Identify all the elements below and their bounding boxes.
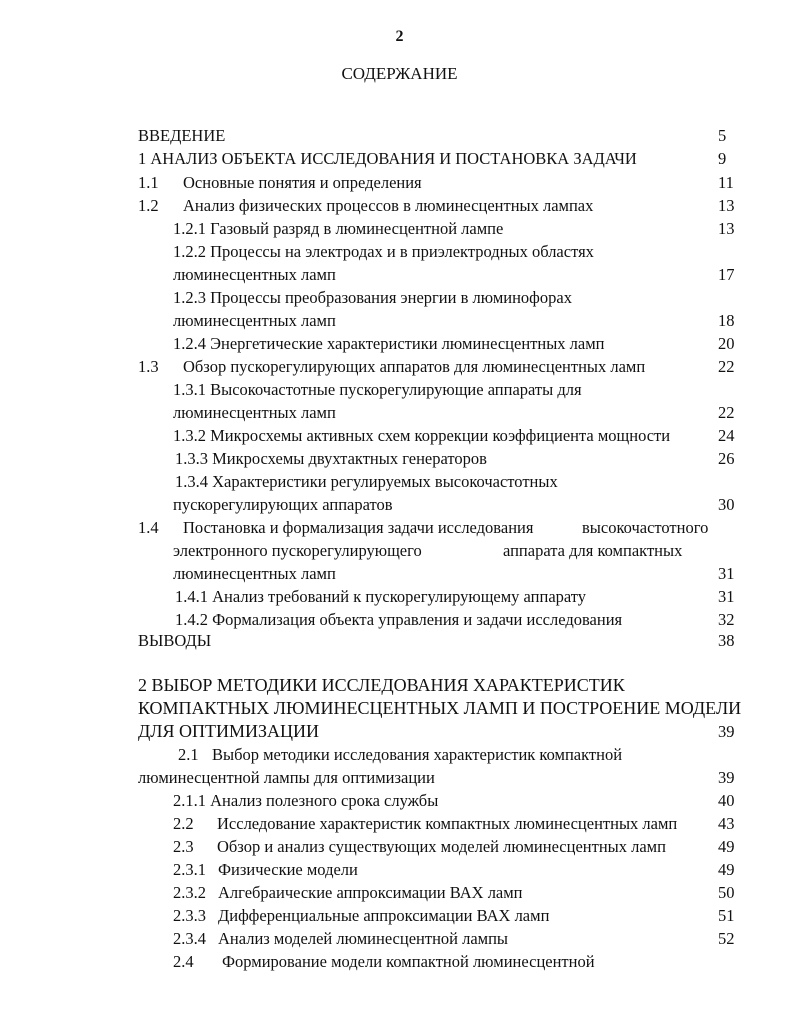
toc-page: 20 — [718, 334, 735, 353]
toc-label: 1.2.2 Процессы на электродах и в приэлектродных областях — [173, 242, 594, 261]
toc-label: ДЛЯ ОПТИМИЗАЦИИ — [138, 721, 320, 741]
toc-page: 39 — [718, 768, 735, 787]
toc-label: ВЫВОДЫ — [138, 631, 212, 650]
toc-page: 38 — [718, 631, 735, 650]
toc-entry-1-4-cont[interactable] — [0, 539, 799, 562]
toc-entry-1-4-cont2[interactable] — [0, 562, 799, 585]
toc-label: 2.1.1 Анализ полезного срока службы — [173, 791, 439, 810]
toc-entry-1-3-4[interactable] — [0, 470, 799, 493]
toc-label: Анализ физических процессов в люминесцентных лампах — [183, 196, 594, 215]
toc-label: Постановка и формализация задачи исследования — [183, 518, 534, 537]
toc-entry-1-2-3-cont[interactable] — [0, 309, 799, 332]
toc-label: Исследование характеристик компактных люминесцентных ламп — [217, 814, 678, 833]
toc-label: Формирование модели компактной люминесцентной — [222, 952, 595, 971]
toc-entry-1-2-2[interactable] — [0, 240, 799, 263]
toc-entry-chapter-2-cont[interactable] — [0, 697, 799, 720]
page-number: 2 — [395, 28, 404, 45]
toc-entry-1-2-4[interactable] — [0, 332, 799, 355]
toc-entry-1-2-1[interactable] — [0, 217, 799, 240]
toc-label: 1.3.2 Микросхемы активных схем коррекции коэффициента мощности — [173, 426, 671, 445]
toc-page: 9 — [718, 149, 727, 168]
toc-label: Анализ моделей люминесцентной лампы — [218, 929, 509, 948]
toc-page: 32 — [718, 610, 735, 629]
toc-number: 2.3.3 — [173, 906, 206, 925]
toc-page: 26 — [718, 449, 735, 468]
toc-entry-1-4-1[interactable] — [0, 585, 799, 608]
toc-label: люминесцентных ламп — [173, 403, 336, 422]
toc-number: 2.4 — [173, 952, 194, 971]
toc-entry-1-3-1-cont[interactable] — [0, 401, 799, 424]
toc-page: 17 — [718, 265, 735, 284]
toc-entry-1-3-3[interactable] — [0, 447, 799, 470]
toc-label: КОМПАКТНЫХ ЛЮМИНЕСЦЕНТНЫХ ЛАМП И ПОСТРОЕНИЕ МОДЕЛИ — [138, 698, 742, 718]
toc-number: 2.1 — [178, 745, 199, 764]
toc-page: 49 — [718, 860, 735, 879]
toc-entry-chapter-2[interactable] — [0, 674, 799, 697]
toc-number: 2.3.2 — [173, 883, 206, 902]
toc-entry-2-2[interactable] — [0, 812, 799, 835]
toc-label: 1.3.3 Микросхемы двухтактных генераторов — [175, 449, 487, 468]
toc-label: Обзор пускорегулирующих аппаратов для люминесцентных ламп — [183, 357, 646, 376]
toc-number: 2.3 — [173, 837, 194, 856]
toc-label: 1.2.4 Энергетические характеристики люминесцентных ламп — [173, 334, 605, 353]
toc-page: 49 — [718, 837, 735, 856]
toc-entry-1-3-4-cont[interactable] — [0, 493, 799, 516]
toc-page: 40 — [718, 791, 735, 810]
toc-page: 24 — [718, 426, 735, 445]
toc-entry-1-2[interactable] — [0, 194, 799, 217]
toc-label: Выбор методики исследования характеристик компактной — [212, 745, 623, 764]
toc-label: электронного пускорегулирующего — [173, 541, 422, 560]
toc-entry-1-2-3[interactable] — [0, 286, 799, 309]
toc-label: Алгебраические аппроксимации ВАХ ламп — [218, 883, 523, 902]
toc-label-continuation: аппарата для компактных — [503, 541, 683, 560]
toc-entry-2-3-2[interactable] — [0, 881, 799, 904]
toc-entry-2-3-3[interactable] — [0, 904, 799, 927]
toc-entry-1-4-2[interactable] — [0, 608, 799, 631]
toc-entry-1-3[interactable] — [0, 355, 799, 378]
toc-entry-1-2-2-cont[interactable] — [0, 263, 799, 286]
toc-number: 1.2 — [138, 196, 159, 215]
toc-label-continuation: высокочастотного — [582, 518, 709, 537]
toc-page: 13 — [718, 219, 735, 238]
toc-page: 30 — [718, 495, 735, 514]
toc-number: 2.3.1 — [173, 860, 206, 879]
toc-label: люминесцентных ламп — [173, 311, 336, 330]
toc-entry-2-1-1[interactable] — [0, 789, 799, 812]
toc-label: люминесцентных ламп — [173, 265, 336, 284]
toc-page: 52 — [718, 929, 735, 948]
toc-number: 2.3.4 — [173, 929, 206, 948]
toc-page: 18 — [718, 311, 735, 330]
toc-label: 1.2.3 Процессы преобразования энергии в люминофорах — [173, 288, 572, 307]
toc-label: 1.2.1 Газовый разряд в люминесцентной лампе — [173, 219, 504, 238]
toc-entry-2-3-1[interactable] — [0, 858, 799, 881]
toc-page: 43 — [718, 814, 735, 833]
toc-page: 22 — [718, 357, 735, 376]
toc-entry-1-3-2[interactable] — [0, 424, 799, 447]
toc-label: 1.3.4 Характеристики регулируемых высокочастотных — [175, 472, 558, 491]
toc-entry-chapter-1[interactable] — [0, 147, 799, 170]
toc-label: люминесцентных ламп — [173, 564, 336, 583]
toc-page: 51 — [718, 906, 735, 925]
toc-page: 13 — [718, 196, 735, 215]
toc-page: 50 — [718, 883, 735, 902]
toc-entry-2-3[interactable] — [0, 835, 799, 858]
toc-label: 1.3.1 Высокочастотные пускорегулирующие аппараты для — [173, 380, 582, 399]
toc-page: 39 — [718, 722, 735, 741]
toc-page: 5 — [718, 126, 727, 145]
toc-label: Основные понятия и определения — [183, 173, 422, 192]
toc-page: 31 — [718, 587, 735, 606]
toc-number: 1.3 — [138, 357, 159, 376]
toc-label: 2 ВЫБОР МЕТОДИКИ ИССЛЕДОВАНИЯ ХАРАКТЕРИСТИК — [138, 675, 625, 695]
toc-label: ВВЕДЕНИЕ — [138, 126, 226, 145]
toc-label: 1.4.2 Формализация объекта управления и задачи исследования — [175, 610, 623, 629]
page-title: СОДЕРЖАНИЕ — [341, 64, 458, 83]
toc-entry-chapter-2-cont2[interactable] — [0, 720, 799, 743]
toc-label: Обзор и анализ существующих моделей люминесцентных ламп — [217, 837, 666, 856]
toc-label: 1 АНАЛИЗ ОБЪЕКТА ИССЛЕДОВАНИЯ И ПОСТАНОВКА ЗАДАЧИ — [138, 149, 637, 168]
toc-label: пускорегулирующих аппаратов — [173, 495, 393, 514]
toc-page: 31 — [718, 564, 735, 583]
toc-label: 1.4.1 Анализ требований к пускорегулирующему аппарату — [175, 587, 587, 606]
toc-label: люминесцентной лампы для оптимизации — [138, 768, 435, 787]
toc-entry-2-3-4[interactable] — [0, 927, 799, 950]
toc-entry-conclusions[interactable] — [0, 629, 799, 652]
toc-entry-2-1[interactable] — [0, 743, 799, 766]
toc-entry-1-1[interactable] — [0, 171, 799, 194]
toc-label: Физические модели — [218, 860, 358, 879]
toc-number: 2.2 — [173, 814, 194, 833]
toc-page: 22 — [718, 403, 735, 422]
toc-entry-1-4[interactable] — [0, 516, 799, 539]
toc-number: 1.4 — [138, 518, 159, 537]
toc-label: Дифференциальные аппроксимации ВАХ ламп — [218, 906, 550, 925]
toc-page: 11 — [718, 173, 734, 192]
toc-entry-1-3-1[interactable] — [0, 378, 799, 401]
toc-entry-2-4[interactable] — [0, 950, 799, 973]
toc-number: 1.1 — [138, 173, 159, 192]
toc-entry-introduction[interactable] — [0, 124, 799, 147]
toc-entry-2-1-cont[interactable] — [0, 766, 799, 789]
